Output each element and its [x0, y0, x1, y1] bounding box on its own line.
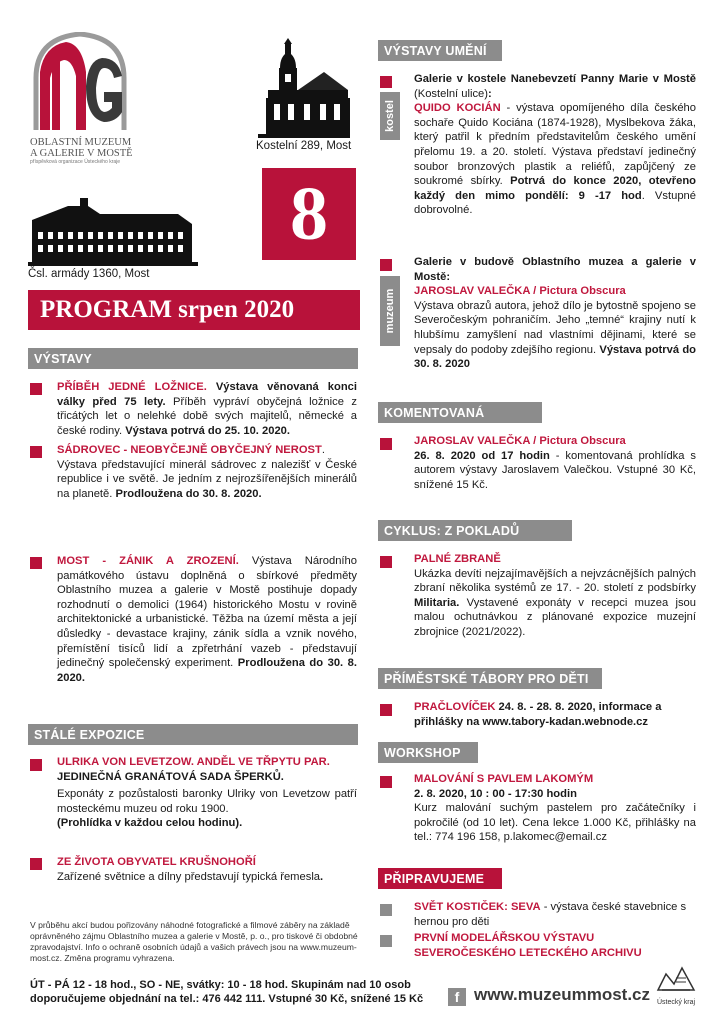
permanent-1-subtitle: JEDINEČNÁ GRANÁTOVÁ SADA ŠPERKŮ. [57, 770, 284, 783]
art-2-body: Výstava obrazů autora, jehož dílo je bytostně spojeno se Severočeským pohraničím. Jeho „temné“ krajiny nutí k hlubšímu zamyšlení nad vlastními dějinami, které se vepsaly do podoby zdejšího regionu. [414, 299, 696, 356]
permanent-2-end: . [320, 870, 324, 883]
facebook-icon[interactable]: f [448, 988, 466, 1006]
art-1-name: QUIDO KOCIÁN [414, 102, 501, 115]
exhibition-3-end: Prodloužena do 30. 8. 2020. [57, 657, 357, 684]
exhibition-2-end: Prodloužena do 30. 8. 2020. [115, 487, 262, 500]
bullet-square [30, 858, 42, 870]
exhibition-1-title-rest: Výstava věnovaná konci války před 75 lety. [57, 381, 358, 408]
art-2-name: JAROSLAV VALEČKA / Pictura Obscura [414, 285, 626, 298]
art-1-body: - výstava opomíjeného díla českého sochaře Quido Kociána (1874-1928), Myslbekova žáka, který patřil k předním představitelům českého umění přelomu 19. a 20. století. Výstava představí jedinečný soubor bronzových plastik a reliéfů, zapůjčený ze soukromé sbírky. [414, 102, 696, 188]
exhibition-2-title: SÁDROVEC - NEOBYČEJNĚ OBYČEJNÝ NEROST [57, 444, 322, 456]
art-1-heading-colon: : [488, 87, 492, 100]
museum-logo [30, 32, 140, 165]
art-exhibition-1 [414, 72, 696, 218]
workshop-name: MALOVÁNÍ S PAVLEM LAKOMÝM [414, 773, 594, 785]
photo-disclaimer: V průběhu akcí budou pořizovány náhodné fotografické a filmové záběry na základě oprávněného zájmu Oblastního muzea a galerie v Mostě, p. o., pro tiskové či obdobné zpravodajství. Info o ochraně osobních údajů a vašich právech jsou na www.muzeum-most.cz. Změna programu vyhrazena. [30, 920, 358, 963]
exhibition-3-title: MOST - ZÁNIK A ZROZENÍ. [57, 555, 239, 567]
permanent-1-body: Exponáty z pozůstalosti baronky Ulriky von Levetzow patří mosteckému muzeu od roku 1900. [57, 788, 357, 815]
workshop-body: Kurz malování suchým pastelem pro začátečníky i pokročilé (od 10 let). Cena lekce 1.000 Kč, přihlášky na tel.: 774 196 158, p.lakomec@email.cz [414, 802, 696, 844]
permanent-2-title: ZE ŽIVOTA OBYVATEL KRUŠNOHOŘÍ [57, 856, 256, 868]
logo-line-2: A GALERIE V MOSTĚ [30, 148, 133, 159]
month-number: 8 [290, 172, 328, 256]
museum-building-illustration [28, 198, 198, 266]
mg-logo-mark [30, 32, 140, 132]
section-header-vystavy: VÝSTAVY [28, 348, 358, 369]
treasure-item [414, 552, 696, 640]
exhibition-2-body: Výstava představující minerál sádrovec z nalezišť v České republice i ve světě. Je jedním z nejrozšířenějších minerálů na planetě. [57, 458, 357, 500]
upcoming-item-2 [414, 931, 644, 960]
camp-dates: 24. 8. - 28. 8. 2020, informace a přihlášky na www.tabory-kadan.webnode.cz [414, 701, 662, 728]
section-header-tabory: PŘÍMĚSTSKÉ TÁBORY PRO DĚTI [378, 668, 602, 689]
opening-hours-line-1: ÚT - PÁ 12 - 18 hod., SO - NE, svátky: 10 - 18 hod. Skupinám nad 10 osob [30, 979, 411, 991]
permanent-2-body: Zařízené světnice a dílny představují typická řemesla [57, 870, 321, 883]
workshop-item [414, 772, 696, 845]
permanent-item-2 [57, 855, 357, 884]
permanent-1-title: ULRIKA VON LEVETZOW. ANDĚL VE TŘPYTU PAR. [57, 756, 330, 768]
workshop-time: 2. 8. 2020, 10 : 00 - 17:30 hodin [414, 787, 577, 800]
upcoming-1-body: - výstava české stavebnice s hernou pro děti [414, 901, 687, 928]
art-1-heading: Galerie v kostele Nanebevzetí Panny Marie v Mostě [414, 73, 696, 85]
bullet-square [30, 446, 42, 458]
region-label: Ústecký kraj [656, 999, 696, 1006]
museum-building-icon [28, 198, 198, 266]
permanent-1-end: (Prohlídka v každou celou hodinu). [57, 817, 243, 830]
guided-tour-name: JAROSLAV VALEČKA / Pictura Obscura [414, 435, 626, 447]
logo-line-3: příspěvková organizace Ústeckého kraje [30, 159, 121, 165]
permanent-item-1 [57, 755, 357, 831]
exhibition-1-title: PŘÍBĚH JEDNÉ LOŽNICE. [57, 381, 207, 393]
guided-tour-item [414, 434, 696, 492]
region-logo [652, 964, 700, 1010]
website-link[interactable]: www.muzeummost.cz [474, 985, 651, 1004]
section-header-workshop: WORKSHOP [378, 742, 478, 763]
bullet-square [30, 557, 42, 569]
logo-line-1: OBLASTNÍ MUZEUM [30, 137, 132, 148]
section-header-umeni: VÝSTAVY UMĚNÍ [378, 40, 502, 61]
guided-tour-date: 26. 8. 2020 od 17 hodin [414, 449, 550, 462]
upcoming-1-name: SVĚT KOSTIČEK: SEVA [414, 901, 541, 913]
exhibition-item-1 [57, 380, 357, 438]
exhibition-1-body: Příběh vypráví obyčejná ložnice z třicátých let o nelehké době svých majitelů, německé a české rodiny. [57, 395, 357, 437]
guided-tour-body: - komentovaná prohlídka s autorem výstavy Jaroslavem Valečkou. Vstupné 30 Kč, snížené 15 Kč. [414, 449, 696, 491]
bullet-square [380, 776, 392, 788]
treasure-bold: Militaria. [414, 596, 460, 609]
treasure-name: PALNÉ ZBRANĚ [414, 553, 501, 565]
bullet-square [380, 556, 392, 568]
art-1-end-rest: . Vstupné dobrovolné. [414, 189, 696, 217]
upcoming-2-name: PRVNÍ MODELÁŘSKOU VÝSTAVU SEVEROČESKÉHO LETECKÉHO ARCHIVU [414, 932, 642, 959]
exhibition-item-2 [57, 443, 357, 501]
bullet-square [30, 759, 42, 771]
usti-region-icon [652, 964, 700, 994]
upcoming-item-1 [414, 900, 696, 929]
exhibition-1-end: Výstava potrvá do 25. 10. 2020. [125, 424, 291, 437]
exhibition-item-3 [57, 554, 357, 685]
treasure-body-2: Vystavené exponáty v recepci muzea jsou malou ochutnávkou z plánované expozice muzejní zbrojnice (2021/2022). [414, 596, 696, 638]
bullet-square [30, 383, 42, 395]
section-header-stale: STÁLÉ EXPOZICE [28, 724, 358, 745]
treasure-body: Ukázka devíti nejzajímavějších a nejvzácnějších palných zbraní několika systémů ze 17. - 20. století z podsbírky [414, 567, 696, 595]
bullet-square [380, 76, 392, 88]
section-header-cyklus: CYKLUS: Z POKLADŮ MUZEA [378, 520, 572, 541]
art-exhibition-2 [414, 255, 696, 372]
church-address: Kostelní 289, Most [256, 140, 352, 152]
program-title: PROGRAM srpen 2020 [40, 296, 295, 323]
art-2-heading: Galerie v budově Oblastního muzea a galerie v Mostě: [414, 256, 696, 283]
program-title-banner [28, 290, 360, 330]
bullet-square [380, 704, 392, 716]
section-header-pripravujeme: PŘIPRAVUJEME [378, 868, 502, 889]
camp-item [414, 700, 696, 729]
opening-hours-line-2: doporučujeme objednání na tel.: 476 442 111. Vstupné 30 Kč, snížené 15 Kč [30, 993, 424, 1005]
bullet-square [380, 935, 392, 947]
art-1-heading-rest: (Kostelní ulice) [414, 87, 488, 100]
art-2-end: Výstava potrvá do 30. 8. 2020 [414, 343, 696, 371]
month-number-box [262, 168, 356, 260]
museum-address: Čsl. armády 1360, Most [28, 268, 150, 280]
section-header-komentovana: KOMENTOVANÁ PROHLÍDKA [378, 402, 542, 423]
bullet-square [380, 904, 392, 916]
bullet-square [380, 259, 392, 271]
opening-hours [30, 978, 450, 1006]
church-icon [258, 38, 350, 138]
camp-name: PRAČLOVÍČEK [414, 701, 496, 713]
side-label-kostel: kostel [380, 92, 400, 140]
side-label-muzeum: muzeum [380, 276, 400, 346]
art-1-end: Potrvá do konce 2020, otevřeno každý den mimo pondělí: 9 -17 hod [414, 175, 697, 202]
exhibition-2-title-dot: . [321, 444, 325, 456]
exhibition-3-body: Výstava Národního památkového ústavu doplněná o sbírkové předměty Oblastního muzea a galerie v Mostě postihuje dopady rozhodnutí o demolici (1964) historického Mostu v rovině architektonické a urbanistické. Těžba na území města a její důsledky - devastace krajiny, zánik sídla a vznik nového, přemístění tisíců lidí a zpřetrhání vazeb - představují jedinečný společenský experiment. [57, 555, 357, 670]
bullet-square [380, 438, 392, 450]
church-illustration [258, 38, 350, 138]
